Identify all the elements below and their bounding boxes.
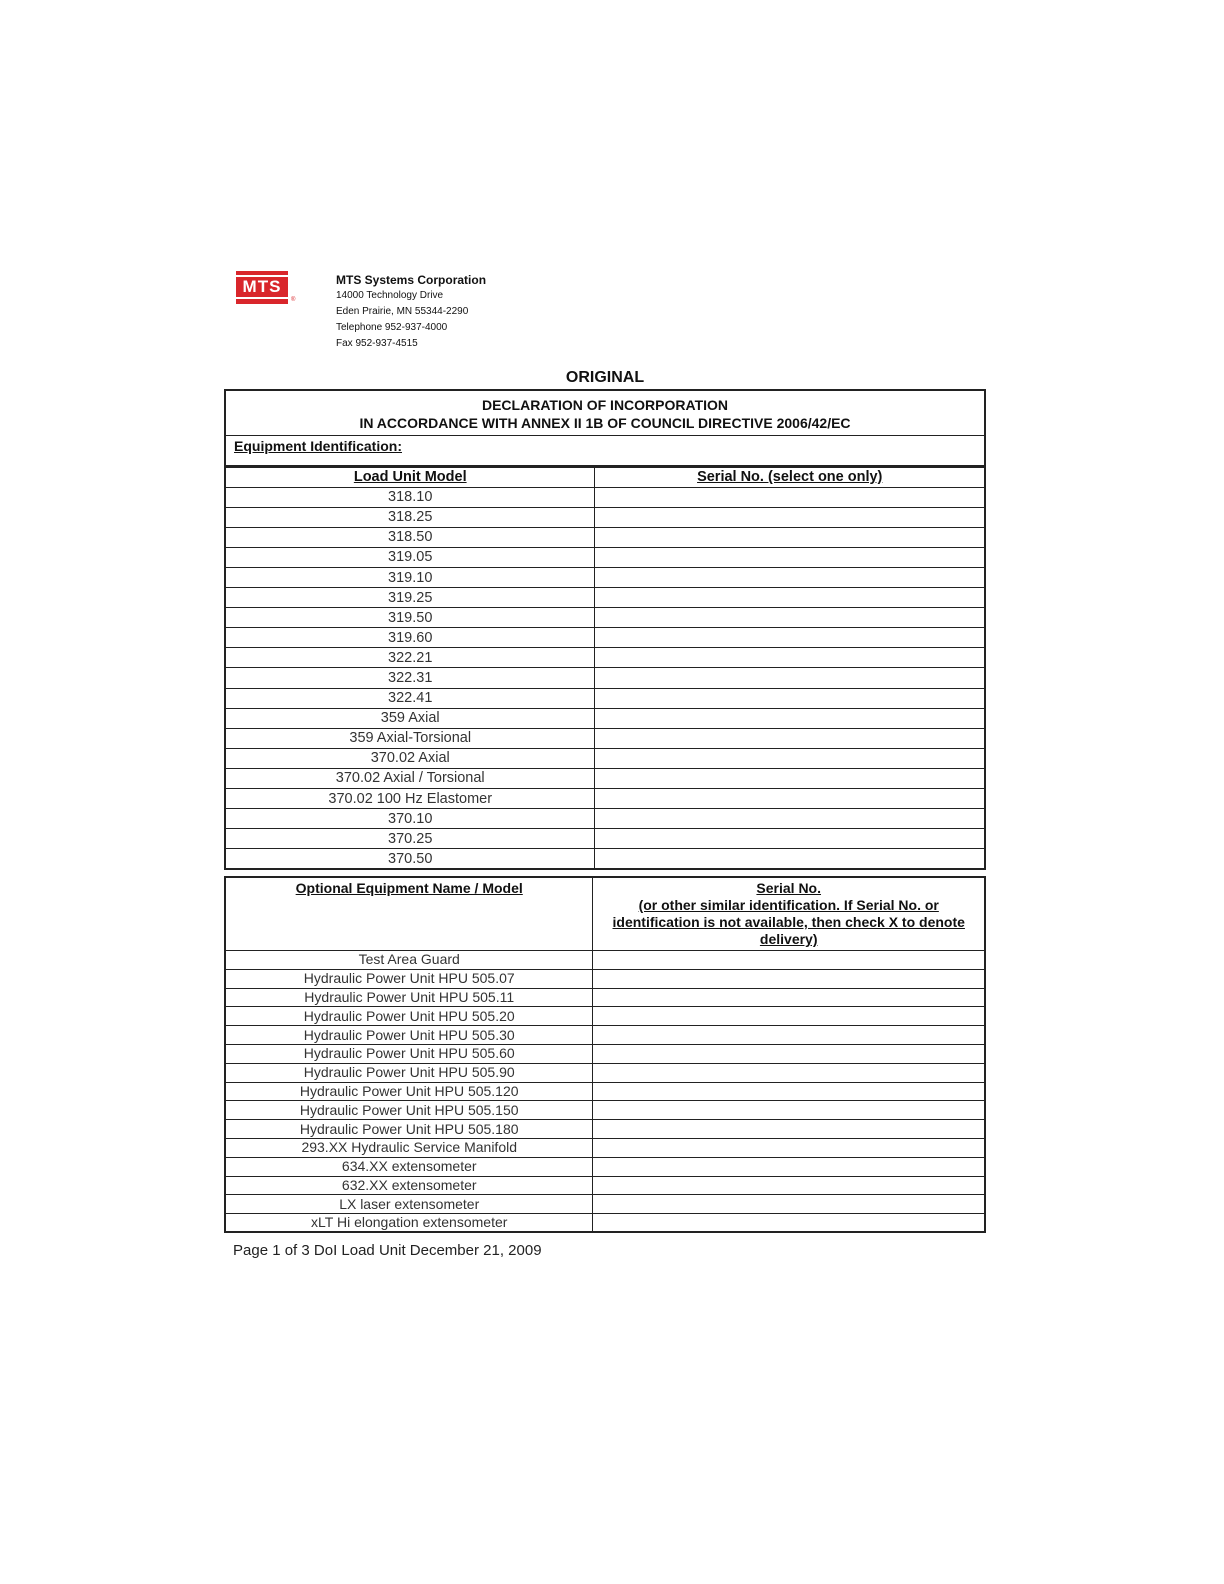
model-cell: 318.10 bbox=[225, 487, 595, 507]
table-row bbox=[225, 628, 985, 648]
company-name: MTS Systems Corporation bbox=[336, 273, 487, 287]
table-row bbox=[225, 1044, 985, 1063]
declaration-title: DECLARATION OF INCORPORATION bbox=[481, 397, 729, 413]
serial-entry-cell[interactable] bbox=[593, 1101, 985, 1120]
serial-entry-cell[interactable] bbox=[595, 789, 985, 809]
model-cell: xLT Hi elongation extensometer bbox=[225, 1214, 593, 1233]
serial-entry-cell[interactable] bbox=[595, 527, 985, 547]
page-footer: Page 1 of 3 DoI Load Unit December 21, 2009 bbox=[233, 1242, 542, 1259]
model-cell: 322.21 bbox=[225, 648, 595, 668]
model-cell: Hydraulic Power Unit HPU 505.150 bbox=[225, 1101, 593, 1120]
model-cell: Hydraulic Power Unit HPU 505.30 bbox=[225, 1026, 593, 1045]
model-cell: Hydraulic Power Unit HPU 505.90 bbox=[225, 1063, 593, 1082]
model-cell: 359 Axial bbox=[225, 708, 595, 728]
table-row bbox=[225, 547, 985, 567]
fax-line: Fax 952-937-4515 bbox=[336, 338, 418, 349]
serial-entry-cell[interactable] bbox=[595, 507, 985, 527]
table-row bbox=[225, 527, 985, 547]
table-row bbox=[225, 1101, 985, 1120]
model-cell: 319.25 bbox=[225, 588, 595, 608]
serial-entry-cell[interactable] bbox=[595, 768, 985, 788]
table-row bbox=[225, 1007, 985, 1026]
model-cell: Hydraulic Power Unit HPU 505.11 bbox=[225, 988, 593, 1007]
serial-entry-cell[interactable] bbox=[595, 829, 985, 849]
model-cell: 319.50 bbox=[225, 608, 595, 628]
table-row bbox=[225, 1157, 985, 1176]
logo-reg-mark: ® bbox=[291, 297, 296, 303]
model-cell: 370.02 Axial / Torsional bbox=[225, 768, 595, 788]
table-row bbox=[225, 969, 985, 988]
serial-entry-cell[interactable] bbox=[595, 728, 985, 748]
equipment-identification-label: Equipment Identification: bbox=[234, 438, 402, 454]
table-row bbox=[225, 648, 985, 668]
model-cell: Hydraulic Power Unit HPU 505.20 bbox=[225, 1007, 593, 1026]
serial-entry-cell[interactable] bbox=[595, 487, 985, 507]
table-row bbox=[225, 988, 985, 1007]
serial-entry-cell[interactable] bbox=[595, 567, 985, 587]
serial-entry-cell[interactable] bbox=[593, 1138, 985, 1157]
table-row bbox=[225, 487, 985, 507]
address-line: 14000 Technology Drive bbox=[336, 290, 444, 301]
optional-equipment-table bbox=[224, 876, 986, 1233]
optional-serial-header bbox=[593, 877, 985, 951]
model-cell: LX laser extensometer bbox=[225, 1195, 593, 1214]
model-cell: Test Area Guard bbox=[225, 951, 593, 970]
table-row bbox=[225, 789, 985, 809]
serial-entry-cell[interactable] bbox=[595, 748, 985, 768]
table-row bbox=[225, 1214, 985, 1233]
table-row bbox=[225, 768, 985, 788]
serial-entry-cell[interactable] bbox=[595, 648, 985, 668]
serial-entry-cell[interactable] bbox=[595, 688, 985, 708]
model-cell: 319.05 bbox=[225, 547, 595, 567]
model-cell: 318.50 bbox=[225, 527, 595, 547]
logo-text: MTS bbox=[236, 277, 288, 297]
model-cell: Hydraulic Power Unit HPU 505.180 bbox=[225, 1120, 593, 1139]
model-cell: 319.10 bbox=[225, 567, 595, 587]
model-cell: Hydraulic Power Unit HPU 505.60 bbox=[225, 1044, 593, 1063]
original-label: ORIGINAL bbox=[565, 369, 645, 386]
model-cell: 634.XX extensometer bbox=[225, 1157, 593, 1176]
serial-entry-cell[interactable] bbox=[595, 668, 985, 688]
model-cell: 322.31 bbox=[225, 668, 595, 688]
table-row bbox=[225, 809, 985, 829]
declaration-header bbox=[224, 389, 986, 467]
serial-entry-cell[interactable] bbox=[593, 1214, 985, 1233]
mts-logo bbox=[236, 271, 296, 305]
model-cell: Hydraulic Power Unit HPU 505.07 bbox=[225, 969, 593, 988]
optional-serial-note: (or other similar identification. If Serial No. or identification is not available, then check X to denote delivery) bbox=[612, 897, 965, 947]
model-cell: 293.XX Hydraulic Service Manifold bbox=[225, 1138, 593, 1157]
serial-entry-cell[interactable] bbox=[595, 588, 985, 608]
table-row bbox=[225, 829, 985, 849]
telephone-line: Telephone 952-937-4000 bbox=[336, 322, 448, 333]
table-row bbox=[225, 1026, 985, 1045]
model-cell: 632.XX extensometer bbox=[225, 1176, 593, 1195]
serial-entry-cell[interactable] bbox=[593, 1120, 985, 1139]
table-row bbox=[225, 708, 985, 728]
declaration-subtitle: IN ACCORDANCE WITH ANNEX II 1B OF COUNCIL DIRECTIVE 2006/42/EC bbox=[359, 415, 851, 431]
table-row bbox=[225, 507, 985, 527]
table-row bbox=[225, 1138, 985, 1157]
table-row bbox=[225, 849, 985, 869]
model-cell: 370.10 bbox=[225, 809, 595, 829]
load-unit-table bbox=[224, 466, 986, 870]
serial-entry-cell[interactable] bbox=[593, 969, 985, 988]
model-cell: 370.50 bbox=[225, 849, 595, 869]
table-row bbox=[225, 1063, 985, 1082]
optional-serial-title: Serial No. bbox=[756, 880, 822, 896]
table-row bbox=[225, 951, 985, 970]
serial-entry-cell[interactable] bbox=[593, 1063, 985, 1082]
serial-entry-cell[interactable] bbox=[593, 951, 985, 970]
serial-entry-cell[interactable] bbox=[593, 1082, 985, 1101]
model-cell: Hydraulic Power Unit HPU 505.120 bbox=[225, 1082, 593, 1101]
serial-entry-cell[interactable] bbox=[593, 1195, 985, 1214]
model-cell: 318.25 bbox=[225, 507, 595, 527]
table-row bbox=[225, 668, 985, 688]
table-row bbox=[225, 1195, 985, 1214]
company-address bbox=[336, 272, 486, 352]
optional-equipment-header: Optional Equipment Name / Model bbox=[225, 877, 593, 951]
model-cell: 370.02 Axial bbox=[225, 748, 595, 768]
serial-entry-cell[interactable] bbox=[595, 628, 985, 648]
load-unit-model-header: Load Unit Model bbox=[225, 467, 595, 487]
serial-entry-cell[interactable] bbox=[595, 608, 985, 628]
table-row bbox=[225, 688, 985, 708]
serial-entry-cell[interactable] bbox=[595, 708, 985, 728]
serial-entry-cell[interactable] bbox=[595, 849, 985, 869]
table-row bbox=[225, 1176, 985, 1195]
table-row bbox=[225, 1120, 985, 1139]
serial-entry-cell[interactable] bbox=[595, 547, 985, 567]
serial-entry-cell[interactable] bbox=[593, 1007, 985, 1026]
model-cell: 370.02 100 Hz Elastomer bbox=[225, 789, 595, 809]
model-cell: 322.41 bbox=[225, 688, 595, 708]
model-cell: 370.25 bbox=[225, 829, 595, 849]
serial-entry-cell[interactable] bbox=[595, 809, 985, 829]
serial-entry-cell[interactable] bbox=[593, 1176, 985, 1195]
model-cell: 359 Axial-Torsional bbox=[225, 728, 595, 748]
table-row bbox=[225, 728, 985, 748]
serial-number-header: Serial No. (select one only) bbox=[595, 467, 985, 487]
table-row bbox=[225, 567, 985, 587]
address-line: Eden Prairie, MN 55344-2290 bbox=[336, 306, 469, 317]
serial-entry-cell[interactable] bbox=[593, 1157, 985, 1176]
serial-entry-cell[interactable] bbox=[593, 988, 985, 1007]
serial-entry-cell[interactable] bbox=[593, 1026, 985, 1045]
table-row bbox=[225, 588, 985, 608]
table-row bbox=[225, 748, 985, 768]
table-row bbox=[225, 608, 985, 628]
table-row bbox=[225, 1082, 985, 1101]
model-cell: 319.60 bbox=[225, 628, 595, 648]
serial-entry-cell[interactable] bbox=[593, 1044, 985, 1063]
